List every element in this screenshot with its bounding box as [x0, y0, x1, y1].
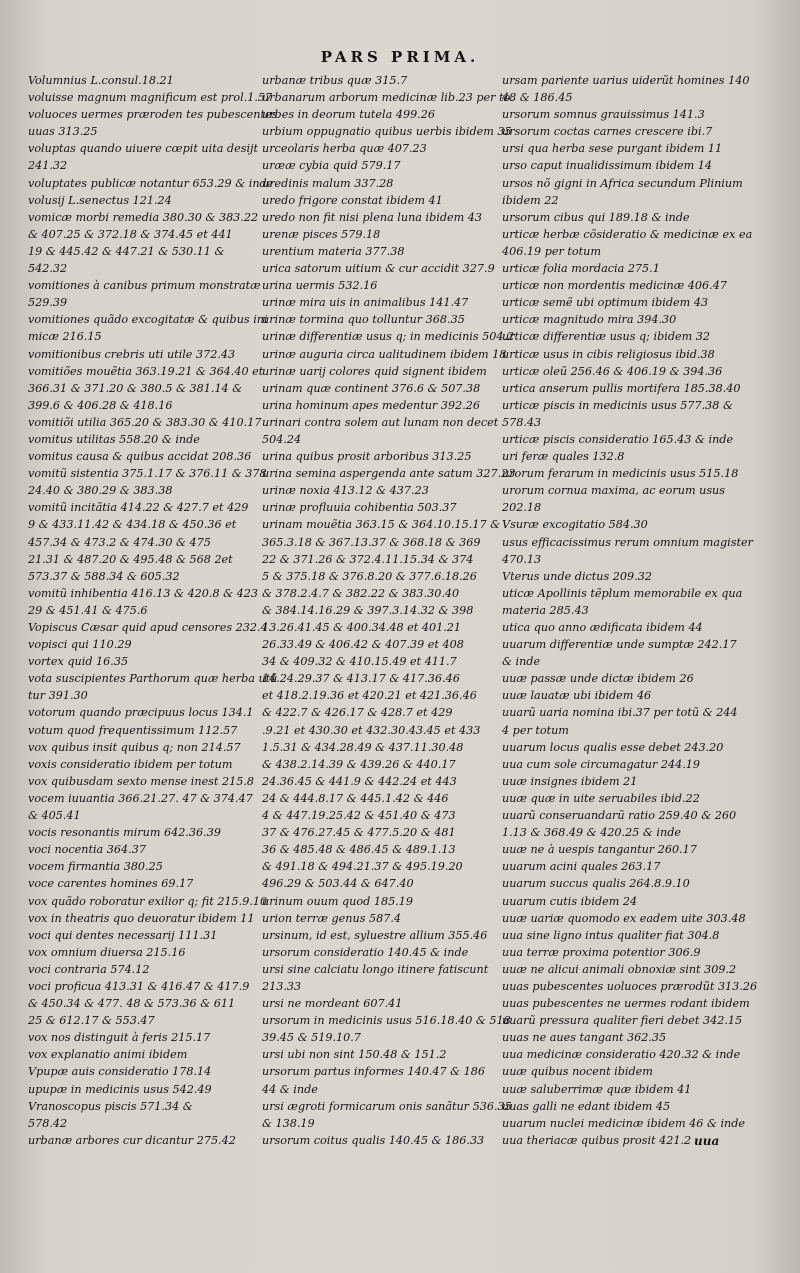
index-entry: vox quibus insit quibus q; non 214.57: [28, 740, 241, 754]
index-entry: urina semina aspergenda ante satum 327.23: [262, 467, 516, 481]
index-entry: urina hominum apes medentur 392.26: [262, 398, 480, 412]
index-entry: micæ 216.15: [28, 330, 102, 344]
index-entry: uuæ quibus nocent ibidem: [502, 1065, 653, 1079]
index-entry: 457.34 & 473.2 & 474.30 & 475: [28, 535, 211, 549]
index-entry: urinæ auguria circa ualitudinem ibidem 18: [262, 347, 507, 361]
index-entry: urinari contra solem aut lunam non decet: [262, 415, 499, 429]
index-entry: 29 & 451.41 & 475.6: [28, 603, 148, 617]
index-entry: vota suscipientes Parthorum quæ herba utũ: [28, 672, 278, 686]
index-entry: uuæ lauatæ ubi ibidem 46: [502, 689, 652, 703]
index-entry: 37 & 476.27.45 & 477.5.20 & 481: [262, 826, 456, 840]
index-entry: urticæ folia mordacia 275.1: [502, 262, 660, 276]
index-entry: Vsuræ excogitatio 584.30: [502, 518, 648, 532]
index-entry: Vterus unde dictus 209.32: [502, 569, 652, 583]
index-entry: 24.40 & 380.29 & 383.38: [28, 484, 173, 498]
index-entry: uua theriacæ quibus prosit 421.2: [502, 1133, 692, 1147]
index-entry: uuarum acini quales 263.17: [502, 860, 661, 874]
index-entry: 573.37 & 588.34 & 605.32: [28, 569, 180, 583]
index-entry: 1.5.31 & 434.28.49 & 437.11.30.48: [262, 740, 464, 754]
index-entry: urbium oppugnatio quibus uerbis ibidem 35: [262, 125, 512, 139]
index-entry: uredinis malum 337.28: [262, 176, 394, 190]
index-entry: uua sine ligno intus qualiter fiat 304.8: [502, 928, 720, 942]
index-entry: urticæ semẽ ubi optimum ibidem 43: [502, 296, 709, 310]
index-entry: vomitus causa & quibus accidat 208.36: [28, 450, 252, 464]
index-entry: et 418.2.19.36 et 420.21 et 421.36.46: [262, 689, 477, 703]
index-entry: voluptates publicæ notantur 653.29 & inde: [28, 176, 274, 190]
index-entry: 21.31 & 487.20 & 495.48 & 568 2et: [28, 552, 233, 566]
index-entry: upupæ in medicinis usus 542.49: [28, 1082, 212, 1096]
index-entry: 5 & 375.18 & 376.8.20 & 377.6.18.26: [262, 569, 477, 583]
index-entry: voci qui dentes necessarij 111.31: [28, 928, 218, 942]
index-entry: Volumnius L.consul.18.21: [28, 74, 174, 87]
index-entry: 1.13 & 368.49 & 420.25 & inde: [502, 826, 681, 840]
index-entry: 14.24.29.37 & 413.17 & 417.36.46: [262, 672, 460, 686]
index-entry: urinum ouum quod 185.19: [262, 894, 413, 908]
index-entry: 26.33.49 & 406.42 & 407.39 et 408: [262, 638, 464, 652]
index-entry: ursorum coctas carnes crescere ibi.7: [502, 125, 713, 139]
index-entry: urticæ oleũ 256.46 & 406.19 & 394.36: [502, 364, 723, 378]
index-entry: uuarum succus qualis 264.8.9.10: [502, 877, 690, 891]
index-entry: 9 & 433.11.42 & 434.18 & 450.36 et: [28, 518, 237, 532]
index-entry: uuarum differentiæ unde sumptæ 242.17: [502, 638, 737, 652]
index-entry: urion terræ genus 587.4: [262, 911, 402, 925]
index-entry: urentium materia 377.38: [262, 244, 405, 258]
index-entry: vox in theatris quo deuoratur ibidem 11: [28, 911, 255, 925]
index-entry: 48 & 186.45: [502, 91, 573, 105]
index-entry: voluptas quando uiuere cœpit uita desijt: [28, 142, 258, 156]
index-entry: urina uermis 532.16: [262, 279, 378, 293]
index-entry: 399.6 & 406.28 & 418.16: [28, 398, 173, 412]
index-entry: uuæ ne à uespis tangantur 260.17: [502, 843, 697, 857]
index-entry: 365.3.18 & 367.13.37 & 368.18 & 369: [262, 535, 481, 549]
index-entry: vomitionibus crebris uti utile 372.43: [28, 347, 236, 361]
index-entry: voci nocentia 364.37: [28, 843, 146, 857]
index-entry: uuas ne aues tangant 362.35: [502, 1031, 667, 1045]
index-entry: votum quod frequentissimum 112.57: [28, 723, 238, 737]
index-entry: uuarũ pressura qualiter fieri debet 342.15: [502, 1014, 743, 1028]
index-entry: vocem firmantia 380.25: [28, 860, 163, 874]
index-entry: uuas pubescentes ne uermes rodant ibidem: [502, 997, 750, 1011]
index-entry: ursos nõ gigni in Africa secundum Plinium: [502, 176, 743, 190]
index-entry: voluoces uermes præroden tes pubescentes: [28, 108, 278, 122]
index-entry: vomitiõi utilia 365.20 & 383.30 & 410.17: [28, 415, 262, 429]
index-entry: voci proficua 413.31 & 416.47 & 417.9: [28, 979, 250, 993]
index-entry: Vopiscus Cæsar quid apud censores 232.4: [28, 621, 268, 634]
index-entry: vomitus utilitas 558.20 & inde: [28, 432, 200, 446]
index-entry: .9.21 et 430.30 et 432.30.43.45 et 433: [262, 723, 481, 737]
index-entry: 202.18: [502, 501, 542, 515]
index-entry: 241.32: [28, 159, 68, 173]
index-entry: 34 & 409.32 & 410.15.49 et 411.7: [262, 655, 457, 669]
index-entry: urinæ mira uis in animalibus 141.47: [262, 296, 469, 310]
index-entry: ursi ubi non sint 150.48 & 151.2: [262, 1048, 447, 1062]
index-entry: voxis consideratio ibidem per totum: [28, 757, 233, 771]
index-entry: uuæ ne alicui animali obnoxiæ sint 309.2: [502, 962, 737, 976]
index-entry: ursorum in medicinis usus 516.18.40 & 518: [262, 1014, 511, 1028]
index-entry: Vranoscopus piscis 571.34 &: [28, 1099, 193, 1113]
index-entry: ursi ne mordeant 607.41: [262, 997, 403, 1011]
index-entry: ursi qua herba sese purgant ibidem 11: [502, 142, 723, 156]
index-entry: 213.33: [262, 979, 302, 993]
index-entry: vomitũ inhibentia 416.13 & 420.8 & 423: [28, 586, 259, 600]
index-entry: 25 & 612.17 & 553.47: [28, 1014, 155, 1028]
index-entry: 4 per totum: [502, 723, 569, 737]
index-entry: vox nos distinguit à feris 215.17: [28, 1031, 211, 1045]
index-entry: uuæ passæ unde dictæ ibidem 26: [502, 672, 694, 686]
index-entry: vomicæ morbi remedia 380.30 & 383.22: [28, 210, 259, 224]
index-entry: urinæ differentiæ usus q; in medicinis 504.2: [262, 330, 515, 344]
index-entry: vopisci qui 110.29: [28, 638, 132, 652]
index-entry: urbanæ tribus quæ 315.7: [262, 74, 408, 87]
index-entry: 496.29 & 503.44 & 647.40: [262, 877, 414, 891]
index-entry: vox quibusdam sexto mense inest 215.8: [28, 774, 255, 788]
index-entry: ursorum coitus qualis 140.45 & 186.33: [262, 1133, 485, 1147]
index-entry: 529.39: [28, 296, 68, 310]
index-entry: ursorum consideratio 140.45 & inde: [262, 945, 469, 959]
index-entry: vomitũ incitãtia 414.22 & 427.7 et 429: [28, 501, 249, 515]
index-entry: uuas pubescentes uoluoces prærodũt 313.26: [502, 979, 758, 993]
index-entry: ursorum somnus grauissimus 141.3: [502, 108, 705, 122]
index-entry: 36 & 485.48 & 486.45 & 489.1.13: [262, 843, 456, 857]
index-entry: urticæ non mordentis medicinæ 406.47: [502, 279, 727, 293]
index-entry: & 491.18 & 494.21.37 & 495.19.20: [262, 860, 463, 874]
index-entry: urinam quæ continent 376.6 & 507.38: [262, 381, 481, 395]
index-entry: uuæ uariæ quomodo ex eadem uite 303.48: [502, 911, 746, 925]
index-entry: uuæ insignes ibidem 21: [502, 774, 638, 788]
index-entry: urticæ piscis in medicinis usus 577.38 &: [502, 398, 733, 412]
index-entry: vocis resonantis mirum 642.36.39: [28, 826, 221, 840]
index-entry: & 405.41: [28, 809, 81, 823]
index-entry: & 384.14.16.29 & 397.3.14.32 & 398: [262, 603, 474, 617]
index-entry: 4 & 447.19.25.42 & 451.40 & 473: [262, 809, 456, 823]
index-entry: vomitiões mouẽtia 363.19.21 & 364.40 et: [28, 364, 264, 378]
index-entry: voluisse magnum magnificum est prol.1.57: [28, 91, 273, 105]
index-entry: urbanarum arborum medicinæ lib.23 per to.: [262, 91, 514, 105]
index-entry: vomitiones quãdo excogitatæ & quibus ini: [28, 313, 268, 327]
index-entry: uuarũ uaria nomina ibi.37 per totũ & 244: [502, 706, 738, 720]
index-entry: ursinum, id est, syluestre allium 355.46: [262, 928, 488, 942]
index-entry: uuarum locus qualis esse debet 243.20: [502, 740, 724, 754]
index-column-3: [502, 72, 758, 1149]
index-entry: uticæ Apollinis tẽplum memorabile ex qua: [502, 586, 743, 600]
index-entry: urinæ tormina quo tolluntur 368.35: [262, 313, 465, 327]
running-header: PARS PRIMA.: [320, 48, 480, 66]
index-entry: ursi ægroti formicarum onis sanãtur 536.35: [262, 1099, 512, 1113]
index-column-2: [262, 72, 516, 1149]
index-entry: 542.32: [28, 262, 68, 276]
index-entry: 24 & 444.8.17 & 445.1.42 & 446: [262, 791, 449, 805]
index-entry: urinæ profluuia cohibentia 503.37: [262, 501, 457, 515]
index-entry: vox omnium diuersa 215.16: [28, 945, 186, 959]
index-entry: urorum ferarum in medicinis usus 515.18: [502, 467, 739, 481]
index-entry: voce carentes homines 69.17: [28, 877, 194, 891]
index-entry: uredo non fit nisi plena luna ibidem 43: [262, 210, 483, 224]
index-entry: urceolaris herba quæ 407.23: [262, 142, 427, 156]
index-entry: vocem iuuantia 366.21.27. 47 & 374.47: [28, 791, 253, 805]
index-entry: voci contraria 574.12: [28, 962, 150, 976]
index-entry: & 138.19: [262, 1116, 315, 1130]
index-entry: 470.13: [502, 552, 542, 566]
index-entry: urso caput inualidissimum ibidem 14: [502, 159, 713, 173]
index-entry: vomitũ sistentia 375.1.17 & 376.11 & 378: [28, 467, 267, 481]
index-entry: tur 391.30: [28, 689, 88, 703]
index-entry: urticæ usus in cibis religiosus ibid.38: [502, 347, 715, 361]
index-entry: 578.42: [28, 1116, 68, 1130]
index-entry: ursorum cibus qui 189.18 & inde: [502, 210, 690, 224]
index-entry: uuarum cutis ibidem 24: [502, 894, 638, 908]
index-entry: uuas 313.25: [28, 125, 98, 139]
index-entry: 504.24: [262, 432, 302, 446]
index-entry: vox explanatio animi ibidem: [28, 1048, 188, 1062]
index-entry: urinæ noxia 413.12 & 437.23: [262, 484, 429, 498]
index-entry: uuarum nuclei medicinæ ibidem 46 & inde: [502, 1116, 746, 1130]
index-entry: ibidem 22: [502, 193, 559, 207]
index-entry: uua medicinæ consideratio 420.32 & inde: [502, 1048, 741, 1062]
index-entry: 24.36.45 & 441.9 & 442.24 et 443: [262, 774, 457, 788]
catchword: uua: [694, 1134, 720, 1148]
index-entry: urææ cybia quid 579.17: [262, 159, 401, 173]
index-entry: & inde: [502, 655, 541, 669]
index-entry: 13.26.41.45 & 400.34.48 et 401.21: [262, 621, 461, 634]
index-entry: uuas galli ne edant ibidem 45: [502, 1099, 671, 1113]
index-entry: urticæ magnitudo mira 394.30: [502, 313, 677, 327]
index-entry: urinæ uarij colores quid signent ibidem: [262, 364, 487, 378]
index-entry: uua cum sole circumagatur 244.19: [502, 757, 701, 771]
index-entry: & 378.2.4.7 & 382.22 & 383.30.40: [262, 586, 460, 600]
index-entry: uuarũ conseruandarũ ratio 259.40 & 260: [502, 809, 737, 823]
index-entry: volusij L.senectus 121.24: [28, 193, 172, 207]
index-entry: Vpupæ auis consideratio 178.14: [28, 1065, 212, 1079]
index-entry: 19 & 445.42 & 447.21 & 530.11 &: [28, 244, 225, 258]
index-entry: ursorum partus informes 140.47 & 186: [262, 1065, 486, 1079]
index-entry: urina quibus prosit arboribus 313.25: [262, 450, 472, 464]
index-entry: & 438.2.14.39 & 439.26 & 440.17: [262, 757, 456, 771]
index-entry: & 422.7 & 426.17 & 428.7 et 429: [262, 706, 453, 720]
index-entry: materia 285.43: [502, 603, 589, 617]
index-entry: urica satorum uitium & cur accidit 327.9: [262, 262, 495, 276]
index-entry: 406.19 per totum: [502, 244, 601, 258]
index-entry: vortex quid 16.35: [28, 655, 129, 669]
index-entry: uua terræ proxima potentior 306.9: [502, 945, 701, 959]
index-entry: urenæ pisces 579.18: [262, 227, 381, 241]
index-entry: & 450.34 & 477. 48 & 573.36 & 611: [28, 997, 236, 1011]
index-entry: urorum cornua maxima, ac eorum usus: [502, 484, 726, 498]
index-entry: ursam pariente uarius uiderũt homines 140: [502, 74, 750, 87]
index-entry: urtica anserum pullis mortifera 185.38.40: [502, 381, 741, 395]
index-entry: uuæ saluberrimæ quæ ibidem 41: [502, 1082, 692, 1096]
index-entry: urticæ herbæ cõsideratio & medicinæ ex ea: [502, 227, 753, 241]
index-entry: urbes in deorum tutela 499.26: [262, 108, 435, 122]
index-entry: uredo frigore constat ibidem 41: [262, 193, 443, 207]
index-entry: votorum quando præcipuus locus 134.1: [28, 706, 254, 720]
index-entry: 39.45 & 519.10.7: [262, 1031, 361, 1045]
index-entry: vomitiones à canibus primum monstratæ: [28, 279, 261, 293]
index-entry: vox quãdo roboratur exilior q; fit 215.9.10: [28, 894, 268, 908]
index-entry: 44 & inde: [262, 1082, 318, 1096]
index-entry: 366.31 & 371.20 & 380.5 & 381.14 &: [28, 381, 243, 395]
index-entry: ursi sine calciatu longo itinere fatiscunt: [262, 962, 489, 976]
index-entry: utica quo anno ædificata ibidem 44: [502, 621, 703, 634]
index-entry: urticæ piscis consideratio 165.43 & inde: [502, 432, 734, 446]
index-entry: urbanæ arbores cur dicantur 275.42: [28, 1133, 236, 1147]
index-entry: 578.43: [502, 415, 542, 429]
index-entry: urinam mouẽtia 363.15 & 364.10.15.17 &: [262, 518, 501, 532]
index-column-1: [28, 72, 278, 1149]
index-entry: usus efficacissimus rerum omnium magister: [502, 535, 753, 549]
index-entry: urticæ differentiæ usus q; ibidem 32: [502, 330, 711, 344]
index-entry: uuæ quæ in uite seruabiles ibid.22: [502, 791, 700, 805]
index-entry: & 407.25 & 372.18 & 374.45 et 441: [28, 227, 233, 241]
index-entry: uri feræ quales 132.8: [502, 450, 625, 464]
index-entry: 22 & 371.26 & 372.4.11.15.34 & 374: [262, 552, 474, 566]
